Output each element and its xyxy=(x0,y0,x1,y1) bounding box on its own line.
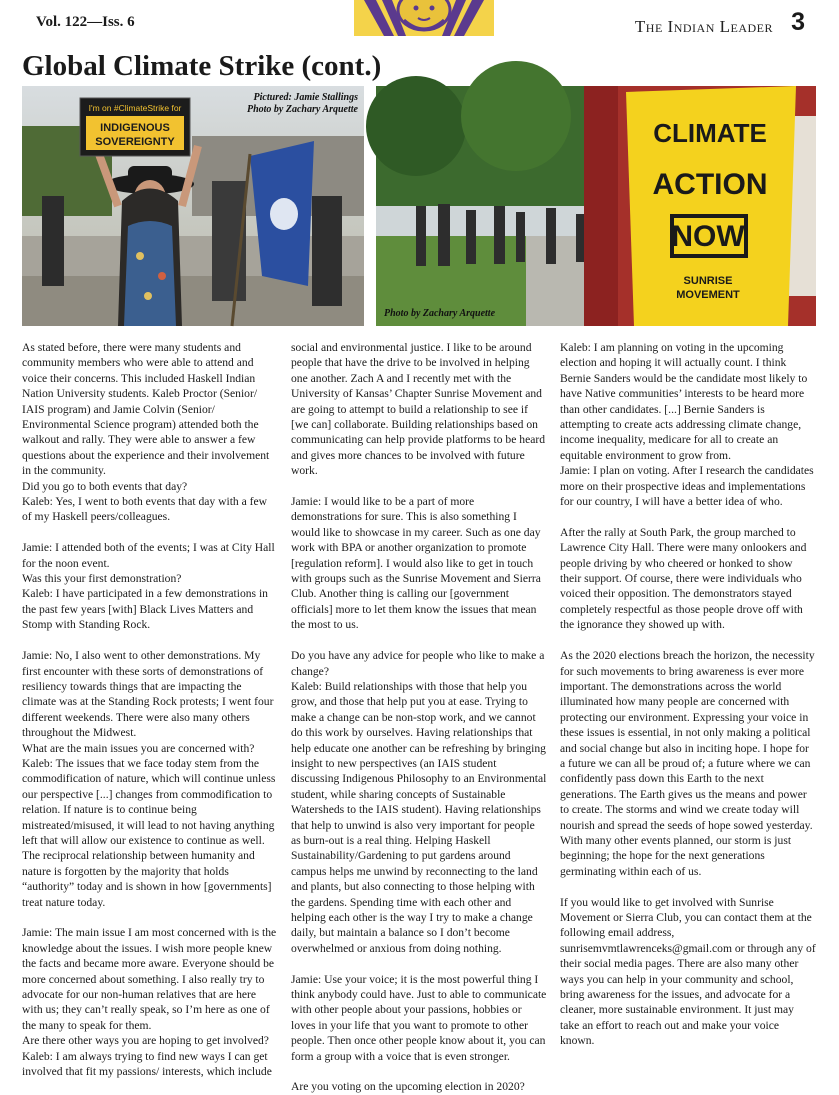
masthead xyxy=(0,0,839,42)
sign-line3: SOVEREIGNTY xyxy=(95,136,175,148)
banner-line1: CLIMATE xyxy=(653,118,767,148)
article-paragraph: Jamie: The main issue I am most concerned with is the knowledge about the issues. I wish more people knew the facts and became more aware. Everyone should be more concerned about something. I also really try to advocate for our non-human relatives that are here with us; they can’t really speak, so I’m here as one of the many to speak for them. xyxy=(22,926,277,1032)
protest-photo-sign xyxy=(22,86,364,326)
banner-line3: NOW xyxy=(671,220,745,253)
article-paragraph: Kaleb: I am always trying to find new ways I can get involved that fit my passions/ interests, which include xyxy=(22,1049,272,1079)
article-paragraph: Jamie: I would like to be a part of more demonstrations for sure. This is also something I would like to showcase in my career. Such as one day work with BPA or another organization to promote [regulation reform]. I would also like to get in touch with groups such as the Sunrise Movement and Sierra Club. Another thing is calling our [government officials] more to let them know the issues that mean the most to us. xyxy=(291,495,541,632)
article-paragraph: Was this your first demonstration? xyxy=(22,572,182,586)
photo1-credit: Pictured: Jamie Stallings Photo by Zachary Arquette xyxy=(246,92,358,115)
article-paragraph: Did you go to both events that day? xyxy=(22,479,188,493)
article-column-3 xyxy=(560,340,816,1048)
article-paragraph: As the 2020 elections breach the horizon, the necessity for such movements to bring awareness is ever more important. The demonstrations across the world illuminated how many people are concerned with protecting our environment. Expressing your voice in these issues is essential, in not only making a political and social change but also in inciting hope. I hope for a future we can all be proud of; a future where we can confidently pass down this Earth to the next generations. The Earth gives us the means and power to create. The storms and wind we create today will nourish and spread the seeds of hope sowed yesterday. With many other events planned, our storm is just beginning; the hope for the next generations germinating within each of us. xyxy=(560,649,815,878)
article-headline: Global Climate Strike (cont.) xyxy=(22,50,382,82)
banner-line2: ACTION xyxy=(652,168,768,201)
photo-jamie-stallings xyxy=(22,86,364,326)
banner-small1: SUNRISE xyxy=(683,275,733,287)
article-paragraph: Jamie: I plan on voting. After I research the candidates more on their prospective ideas and implementations for our country, I will have a better idea of who. xyxy=(560,464,814,509)
article-paragraph: Kaleb: The issues that we face today stem from the commodification of nature, which will continue unless our perspective [...] changes from commodification to relation. If nature is to continue being mistreated/misused, it will lead to not having anything left that will allow our existence to continue as well. The reciprocal relationship between humanity and nature is forgotten by the majority that holds “authority” today and is shown in how [governments] treat nature today. xyxy=(22,756,276,909)
chief-headdress-logo-icon xyxy=(354,0,494,36)
article-paragraph: Kaleb: I am planning on voting in the upcoming election and hoping it will actually count. I think Bernie Sanders would be the candidate most likely to have Native communities’ interests to be heard more than other candidates. [...] Bernie Sanders is attempting to create acts addressing climate change, income inequality, medicare for all to create an equitable environment to grow from. xyxy=(560,341,808,462)
sign-line2: INDIGENOUS xyxy=(100,122,170,134)
article-paragraph: As stated before, there were many students and community members who were able to attend and voice their concerns. This included Haskell Indian Nation University students. Kaleb Proctor (Senior/ IAIS program) and Jamie Colvin (Senior/ Environmental Science program) attended both the walkout and rally. They were able to answer a few questions about the experience and their involvement in the community. xyxy=(22,341,270,478)
masthead-logo-image xyxy=(354,0,494,36)
volume-issue: Vol. 122—Iss. 6 xyxy=(36,14,135,30)
publication-name: The Indian Leader xyxy=(634,17,773,36)
page-number: 3 xyxy=(791,8,805,36)
article-paragraph: Do you have any advice for people who like to make a change? xyxy=(291,649,545,678)
article-paragraph: Jamie: I attended both of the events; I was at City Hall for the noon event. xyxy=(22,541,275,570)
article-paragraph: Jamie: Use your voice; it is the most powerful thing I think anybody could have. Just to able to communicate with other people about your passions, hobbies or loves in your life that you want to promote to other people. Then once other people know about it, you can form a group with a voice that is even stronger. xyxy=(291,972,547,1063)
banner-small2: MOVEMENT xyxy=(676,289,740,301)
article-paragraph: Are you voting on the upcoming election in 2020? xyxy=(291,1080,525,1094)
article-column-1 xyxy=(22,340,278,1079)
article-paragraph: Kaleb: Build relationships with those that help you grow, and those that help put you at ease. Trying to make a change can be non-stop work, and we cannot do this work by ourselves. Having relationships that help educate one another can be refreshing by bringing insight to new perspectives (an IAIS student discussing Indigenous Philosophy to an Environmental student, while sharing concepts of Sustainable Watersheds to the IAIS student). Having relationships that help to unwind is also very important for people as burn-out is a real thing. Helping Haskell Sustainability/Gardening to put gardens around campus helps me unwind by reconnecting to the land and plants, but also connecting to those helping with the gardens. Spending time with each other and helping each other is the way I try to make a change daily, but maintain a balance so I don’t become overwhelmed or anxious from doing nothing. xyxy=(291,679,547,955)
article-paragraph: Are there other ways you are hoping to get involved? xyxy=(22,1034,269,1048)
article-paragraph: After the rally at South Park, the group marched to Lawrence City Hall. There were many onlookers and people driving by who cheered or honked to show their support. Of course, there were individuals who voiced their opposition. The demonstrators stayed completely respectful as those people drove off with the ignorance they showed up with. xyxy=(560,525,807,632)
article-paragraph: Kaleb: I have participated in a few demonstrations in the past few years [with] Black Lives Matters and Stomp with Standing Rock. xyxy=(22,587,268,632)
article-paragraph: Kaleb: Yes, I went to both events that day with a few of my Haskell peers/colleagues. xyxy=(22,495,268,524)
article-paragraph: What are the main issues you are concerned with? xyxy=(22,741,255,755)
sign-line1: I'm on #ClimateStrike for xyxy=(88,103,182,113)
article-column-2 xyxy=(291,340,547,1094)
protest-photo-banner xyxy=(376,86,816,326)
article-paragraph: If you would like to get involved with Sunrise Movement or Sierra Club, you can contact them at the following email address, sunrisemvmtlawrenceks@gmail.com or through any of their social media pages. There are also many other ways you can help in your community and school, bring awareness for the issues, and advocate for a cleaner, more sustainable environment. It just may take an effort to reach out and make your voice known. xyxy=(560,895,816,1048)
photo2-credit: Photo by Zachary Arquette xyxy=(384,308,496,319)
article-paragraph: social and environmental justice. I like to be around people that have the drive to be involved in helping one another. Zach A and I recently met with the University of Kansas’ Chapter Sunrise Movement and are going to attempt to build a relationship to see if [we can] collaborate. Building relationships based on communicating can help provide platforms to be heard and gives more chances to be involved with future work. xyxy=(291,341,546,478)
article-paragraph: Jamie: No, I also went to other demonstrations. My first encounter with these sorts of demonstrations of resiliency towards things that are impacting the climate was at the Standing Rock protests; I went four different weekends. There were also many others throughout the Midwest. xyxy=(22,649,274,740)
photo-climate-banner xyxy=(376,86,816,326)
